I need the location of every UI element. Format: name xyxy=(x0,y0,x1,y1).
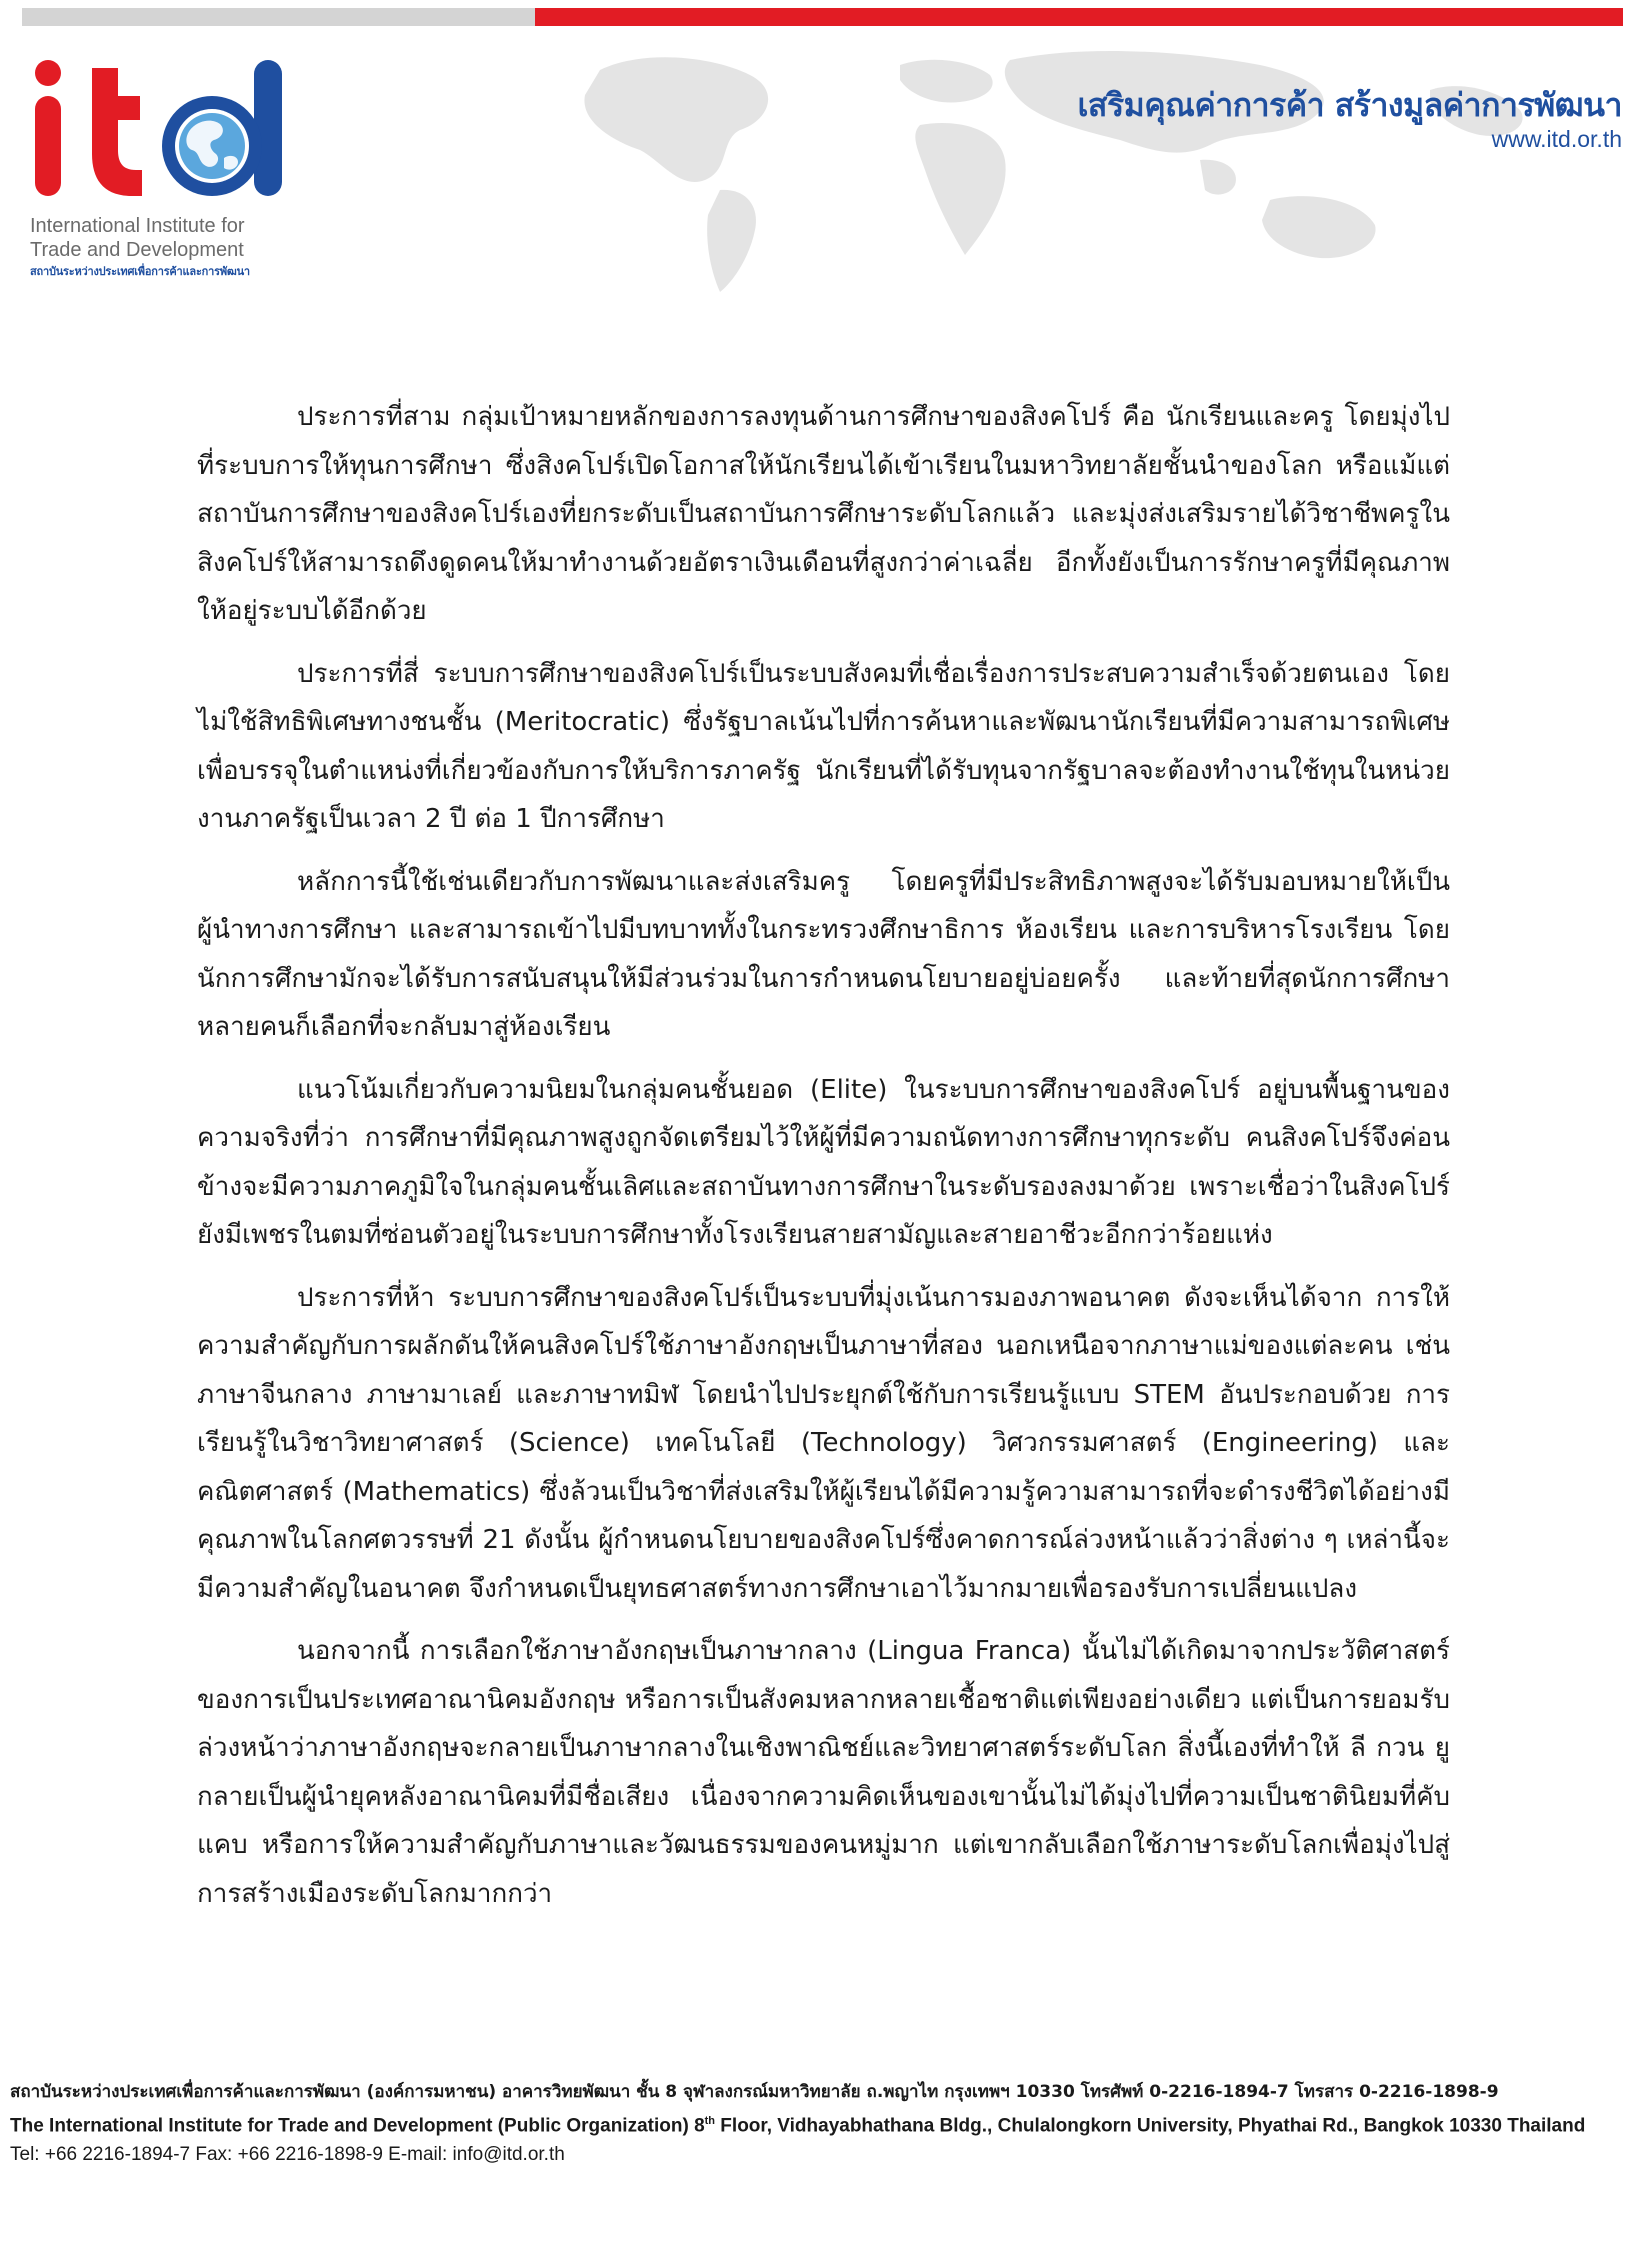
institute-name-th: สถาบันระหว่างประเทศเพื่อการค้าและการพัฒนา xyxy=(30,265,250,278)
institute-name-en-line2: Trade and Development xyxy=(30,239,244,261)
institute-name-en-line1: International Institute for xyxy=(30,215,245,237)
paragraph: นอกจากนี้ การเลือกใช้ภาษาอังกฤษเป็นภาษากลาง (Lingua Franca) นั้นไม่ได้เกิดมาจากประวัติศาสตร์ของการเป็นประเทศอาณานิคมอังกฤษ หรือการเป็นสังคมหลากหลายเชื้อชาติแต่เพียงอย่างเดียว แต่เป็นการยอมรับล่วงหน้าว่าภาษาอังกฤษจะกลายเป็นภาษากลางในเชิงพาณิชย์และวิทยาศาสตร์ระดับโลก สิ่งนี้เองที่ทำให้ ลี กวน ยู กลายเป็นผู้นำยุคหลังอาณานิคมที่มีชื่อเสียง เนื่องจากความคิดเห็นของเขานั้นไม่ได้มุ่งไปที่ความเป็นชาตินิยมที่คับแคบ หรือการให้ความสำคัญกับภาษาและวัฒนธรรมของคนหมู่มาก แต่เขากลับเลือกใช้ภาษาระดับโลกเพื่อมุ่งไปสู่การสร้างเมืองระดับโลกมากกว่า xyxy=(197,1636,1450,1909)
header-red-bar xyxy=(535,8,1623,26)
paragraph: ประการที่สี่ ระบบการศึกษาของสิงคโปร์เป็นระบบสังคมที่เชื่อเรื่องการประสบความสำเร็จด้วยตนเอง โดยไม่ใช้สิทธิพิเศษทางชนชั้น (Meritocratic) ซึ่งรัฐบาลเน้นไปที่การค้นหาและพัฒนานักเรียนที่มีความสามารถพิเศษเพื่อบรรจุในตำแหน่งที่เกี่ยวข้องกับการให้บริการภาครัฐ นักเรียนที่ได้รับทุนจากรัฐบาลจะต้องทำงานใช้ทุนในหน่วยงานภาครัฐเป็นเวลา 2 ปี ต่อ 1 ปีการศึกษา xyxy=(197,658,1450,834)
document-body xyxy=(197,393,1450,1932)
paragraph: ประการที่ห้า ระบบการศึกษาของสิงคโปร์เป็นระบบที่มุ่งเน้นการมองภาพอนาคต ดังจะเห็นได้จาก การให้ความสำคัญกับการผลักดันให้คนสิงคโปร์ใช้ภาษาอังกฤษเป็นภาษาที่สอง นอกเหนือจากภาษาแม่ของแต่ละคน เช่น ภาษาจีนกลาง ภาษามาเลย์ และภาษาทมิฬ โดยนำไปประยุกต์ใช้กับการเรียนรู้แบบ STEM อันประกอบด้วย การเรียนรู้ในวิชาวิทยาศาสตร์ (Science) เทคโนโลยี (Technology) วิศวกรรมศาสตร์ (Engineering) และคณิตศาสตร์ (Mathematics) ซึ่งล้วนเป็นวิชาที่ส่งเสริมให้ผู้เรียนได้มีความรู้ความสามารถที่จะดำรงชีวิตได้อย่างมีคุณภาพในโลกศตวรรษที่ 21 ดังนั้น ผู้กำหนดนโยบายของสิงคโปร์ซึ่งคาดการณ์ล่วงหน้าแล้วว่าสิ่งต่าง ๆ เหล่านี้จะมีความสำคัญในอนาคต จึงกำหนดเป็นยุทธศาสตร์ทางการศึกษาเอาไว้มากมายเพื่อรองรับการเปลี่ยนแปลง xyxy=(197,1282,1450,1604)
world-map-icon xyxy=(480,30,1600,300)
slogan: เสริมคุณค่าการค้า สร้างมูลค่าการพัฒนา xyxy=(1077,86,1622,124)
footer-address-en-prefix: The International Institute for Trade and Development (Public Organization) 8 xyxy=(10,2115,705,2137)
footer xyxy=(10,2078,1640,2169)
paragraph: แนวโน้มเกี่ยวกับความนิยมในกลุ่มคนชั้นยอด (Elite) ในระบบการศึกษาของสิงคโปร์ อยู่บนพื้นฐานของความจริงที่ว่า การศึกษาที่มีคุณภาพสูงถูกจัดเตรียมไว้ให้ผู้ที่มีความถนัดทางการศึกษาทุกระดับ คนสิงคโปร์จึงค่อนข้างจะมีความภาคภูมิใจในกลุ่มคนชั้นเลิศและสถาบันทางการศึกษาในระดับรองลงมาด้วย เพราะเชื่อว่าในสิงคโปร์ยังมีเพชรในตมที่ซ่อนตัวอยู่ในระบบการศึกษาทั้งโรงเรียนสายสามัญและสายอาชีวะอีกกว่าร้อยแห่ง xyxy=(197,1074,1450,1250)
header-gray-bar xyxy=(22,8,535,26)
itd-logo xyxy=(28,58,290,198)
paragraph: ประการที่สาม กลุ่มเป้าหมายหลักของการลงทุนด้านการศึกษาของสิงคโปร์ คือ นักเรียนและครู โดยมุ่งไปที่ระบบการให้ทุนการศึกษา ซึ่งสิงคโปร์เปิดโอกาสให้นักเรียนได้เข้าเรียนในมหาวิทยาลัยชั้นนำของโลก หรือแม้แต่สถาบันการศึกษาของสิงคโปร์เองที่ยกระดับเป็นสถาบันการศึกษาระดับโลกแล้ว และมุ่งส่งเสริมรายได้วิชาชีพครูในสิงคโปร์ให้สามารถดึงดูดคนให้มาทำงานด้วยอัตราเงินเดือนที่สูงกว่าค่าเฉลี่ย อีกทั้งยังเป็นการรักษาครูที่มีคุณภาพให้อยู่ระบบได้อีกด้วย xyxy=(197,402,1450,626)
paragraph: หลักการนี้ใช้เช่นเดียวกับการพัฒนาและส่งเสริมครู โดยครูที่มีประสิทธิภาพสูงจะได้รับมอบหมายให้เป็นผู้นำทางการศึกษา และสามารถเข้าไปมีบทบาททั้งในกระทรวงศึกษาธิการ ห้องเรียน และการบริหารโรงเรียน โดยนักการศึกษามักจะได้รับการสนับสนุนให้มีส่วนร่วมในการกำหนดนโยบายอยู่บ่อยครั้ง และท้ายที่สุดนักการศึกษาหลายคนก็เลือกที่จะกลับมาสู่ห้องเรียน xyxy=(197,866,1450,1042)
footer-contact: Tel: +66 2216-1894-7 Fax: +66 2216-1898-9 E-mail: info@itd.or.th xyxy=(10,2144,565,2166)
footer-address-en xyxy=(10,2107,1640,2140)
institute-name-en xyxy=(30,214,245,262)
website-url: www.itd.or.th xyxy=(1491,126,1622,152)
footer-address-en-suffix: Floor, Vidhayabhathana Bldg., Chulalongkorn University, Phyathai Rd., Bangkok 10330 Thailand xyxy=(715,2115,1586,2137)
footer-address-th: สถาบันระหว่างประเทศเพื่อการค้าและการพัฒนา (องค์การมหาชน) อาคารวิทยพัฒนา ชั้น 8 จุฬาลงกรณ์มหาวิทยาลัย ถ.พญาไท กรุงเทพฯ 10330 โทรศัพท์ 0-2216-1894-7 โทรสาร 0-2216-1898-9 xyxy=(10,2082,1499,2102)
footer-floor-suffix: th xyxy=(704,2115,716,2127)
